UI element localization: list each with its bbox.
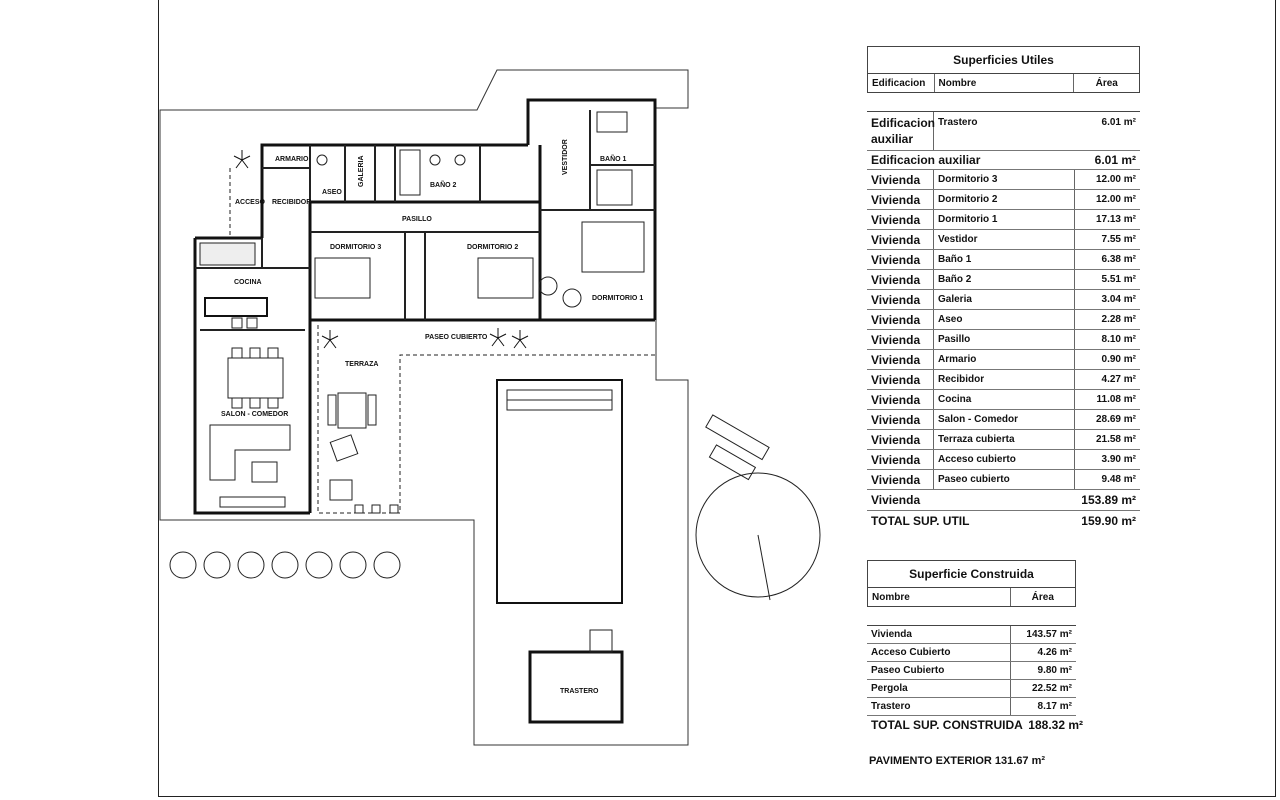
pool <box>497 380 622 603</box>
utiles-row-edif: Vivienda <box>867 470 934 489</box>
utiles-row <box>867 410 1140 430</box>
utiles-row-edif: Vivienda <box>867 430 934 449</box>
aux-total-label: Edificacion auxiliar <box>871 153 981 167</box>
construida-row <box>867 680 1076 698</box>
utiles-row-area: 0.90 m² <box>1101 354 1136 365</box>
utiles-row-edif: Vivienda <box>867 290 934 309</box>
utiles-row-area: 4.27 m² <box>1101 374 1136 385</box>
aux-total-row <box>867 151 1140 170</box>
superficies-utiles-table <box>867 46 1140 531</box>
bed-dormitorio1 <box>582 222 644 272</box>
utiles-row-edif: Vivienda <box>867 310 934 329</box>
utiles-body <box>867 111 1140 531</box>
aux-row-edif: Edificacion auxiliar <box>867 112 934 150</box>
label-pasillo: PASILLO <box>402 216 432 223</box>
utiles-row <box>867 210 1140 230</box>
utiles-row <box>867 190 1140 210</box>
utiles-row-area: 11.08 m² <box>1096 394 1136 405</box>
utiles-row <box>867 370 1140 390</box>
construida-body <box>867 625 1083 734</box>
utiles-total-row <box>867 511 1140 531</box>
construida-header-area: Área <box>1031 591 1054 603</box>
utiles-row-nombre: Baño 2 <box>934 270 1075 289</box>
utiles-row <box>867 330 1140 350</box>
label-bano2: BAÑO 2 <box>430 182 457 189</box>
utiles-row-area: 12.00 m² <box>1095 174 1136 185</box>
utiles-row-area: 6.38 m² <box>1101 254 1136 265</box>
utiles-row-edif: Vivienda <box>867 170 934 189</box>
label-dormitorio1: DORMITORIO 1 <box>592 295 644 302</box>
utiles-title: Superficies Utiles <box>867 46 1140 74</box>
label-vestidor: VESTIDOR <box>562 139 569 175</box>
terraza-table <box>338 393 366 428</box>
construida-row <box>867 698 1076 716</box>
label-armario: ARMARIO <box>275 156 309 163</box>
construida-header-nombre: Nombre <box>868 588 1011 606</box>
utiles-row-edif: Vivienda <box>867 330 934 349</box>
vivienda-total-label: Vivienda <box>871 493 921 507</box>
construida-row-area: 143.57 m² <box>1026 629 1072 640</box>
utiles-row-edif: Vivienda <box>867 250 934 269</box>
construida-rows <box>867 626 1076 716</box>
utiles-row <box>867 430 1140 450</box>
utiles-row-area: 9.48 m² <box>1101 474 1136 485</box>
utiles-row-area: 2.28 m² <box>1101 314 1136 325</box>
utiles-row <box>867 470 1140 490</box>
utiles-header <box>867 74 1140 93</box>
utiles-row-area: 21.58 m² <box>1095 434 1136 445</box>
kitchen-counter <box>200 243 255 265</box>
aux-row-area: 6.01 m² <box>1101 116 1136 128</box>
vivienda-total-row <box>867 490 1140 511</box>
utiles-row-nombre: Pasillo <box>934 330 1075 349</box>
utiles-row-area: 7.55 m² <box>1101 234 1136 245</box>
construida-row <box>867 626 1076 644</box>
construida-row-area: 9.80 m² <box>1037 665 1072 676</box>
construida-row-area: 22.52 m² <box>1031 683 1072 694</box>
utiles-row <box>867 390 1140 410</box>
pavimento-exterior: PAVIMENTO EXTERIOR 131.67 m² <box>869 755 1046 767</box>
utiles-row <box>867 350 1140 370</box>
planters <box>170 552 400 578</box>
construida-row-area: 8.17 m² <box>1037 701 1072 712</box>
superficie-construida-table <box>867 560 1083 734</box>
aux-total-area: 6.01 m² <box>1094 153 1136 167</box>
utiles-row-nombre: Vestidor <box>934 230 1075 249</box>
bed-dormitorio3 <box>315 258 370 298</box>
utiles-row-nombre: Paseo cubierto <box>934 470 1075 489</box>
label-galeria: GALERIA <box>358 155 365 187</box>
construida-row-nombre: Pergola <box>867 680 1011 697</box>
bed-dormitorio2 <box>478 258 533 298</box>
aux-row <box>867 112 1140 151</box>
label-recibidor: RECIBIDOR <box>272 199 312 206</box>
utiles-header-nombre: Nombre <box>935 74 1075 92</box>
utiles-row-area: 5.51 m² <box>1101 274 1136 285</box>
construida-row-area: 4.26 m² <box>1037 647 1072 658</box>
utiles-row-area: 28.69 m² <box>1095 414 1136 425</box>
utiles-row-edif: Vivienda <box>867 370 934 389</box>
utiles-row-nombre: Acceso cubierto <box>934 450 1075 469</box>
utiles-row-nombre: Recibidor <box>934 370 1075 389</box>
construida-total-area: 188.32 m² <box>1028 718 1083 732</box>
utiles-row-nombre: Dormitorio 2 <box>934 190 1075 209</box>
utiles-row <box>867 230 1140 250</box>
construida-row-nombre: Paseo Cubierto <box>867 662 1011 679</box>
aux-row-nombre: Trastero <box>938 116 978 128</box>
label-acceso: ACCESO <box>235 199 265 206</box>
utiles-total-area: 159.90 m² <box>1081 514 1136 528</box>
utiles-row-edif: Vivienda <box>867 450 934 469</box>
sofa <box>210 425 290 480</box>
label-salon: SALON - COMEDOR <box>221 411 289 418</box>
utiles-row-area: 12.00 m² <box>1095 194 1136 205</box>
utiles-row-edif: Vivienda <box>867 210 934 229</box>
utiles-row-area: 17.13 m² <box>1095 214 1136 225</box>
utiles-row-nombre: Aseo <box>934 310 1075 329</box>
construida-row-nombre: Vivienda <box>867 626 1011 643</box>
vivienda-total-area: 153.89 m² <box>1081 493 1136 507</box>
utiles-row-nombre: Dormitorio 1 <box>934 210 1075 229</box>
utiles-rows <box>867 170 1140 490</box>
utiles-row-edif: Vivienda <box>867 350 934 369</box>
utiles-row-area: 8.10 m² <box>1101 334 1136 345</box>
utiles-row <box>867 270 1140 290</box>
kitchen-island <box>205 298 267 316</box>
utiles-row-nombre: Armario <box>934 350 1075 369</box>
label-terraza: TERRAZA <box>345 361 379 368</box>
construida-row-nombre: Acceso Cubierto <box>867 644 1011 661</box>
utiles-row-nombre: Dormitorio 3 <box>934 170 1075 189</box>
utiles-row-nombre: Terraza cubierta <box>934 430 1075 449</box>
utiles-row-nombre: Baño 1 <box>934 250 1075 269</box>
utiles-row <box>867 310 1140 330</box>
label-paseo: PASEO CUBIERTO <box>425 334 488 341</box>
utiles-row-area: 3.90 m² <box>1101 454 1136 465</box>
utiles-header-area: Área <box>1095 77 1118 89</box>
label-dormitorio3: DORMITORIO 3 <box>330 244 382 251</box>
construida-header <box>867 588 1076 607</box>
label-bano1: BAÑO 1 <box>600 156 627 163</box>
utiles-row <box>867 450 1140 470</box>
utiles-row-edif: Vivienda <box>867 390 934 409</box>
construida-row <box>867 662 1076 680</box>
utiles-row-edif: Vivienda <box>867 270 934 289</box>
utiles-header-edificacion: Edificacion <box>868 74 935 92</box>
utiles-row-edif: Vivienda <box>867 190 934 209</box>
label-cocina: COCINA <box>234 279 262 286</box>
utiles-row-edif: Vivienda <box>867 410 934 429</box>
label-aseo: ASEO <box>322 189 342 196</box>
construida-total-label: TOTAL SUP. CONSTRUIDA <box>871 718 1023 732</box>
utiles-row-nombre: Salon - Comedor <box>934 410 1075 429</box>
trastero-building <box>530 652 622 722</box>
utiles-row-nombre: Cocina <box>934 390 1075 409</box>
construida-total-row <box>867 716 1087 734</box>
utiles-row <box>867 290 1140 310</box>
utiles-total-label: TOTAL SUP. UTIL <box>871 514 970 528</box>
construida-title: Superficie Construida <box>867 560 1076 588</box>
construida-row-nombre: Trastero <box>867 698 1011 715</box>
utiles-row <box>867 170 1140 190</box>
utiles-row-nombre: Galeria <box>934 290 1075 309</box>
utiles-row <box>867 250 1140 270</box>
dining-table <box>228 358 283 398</box>
terraza-outline <box>318 325 655 513</box>
label-trastero: TRASTERO <box>560 688 599 695</box>
label-dormitorio2: DORMITORIO 2 <box>467 244 519 251</box>
construida-row <box>867 644 1076 662</box>
utiles-row-area: 3.04 m² <box>1101 294 1136 305</box>
utiles-row-edif: Vivienda <box>867 230 934 249</box>
